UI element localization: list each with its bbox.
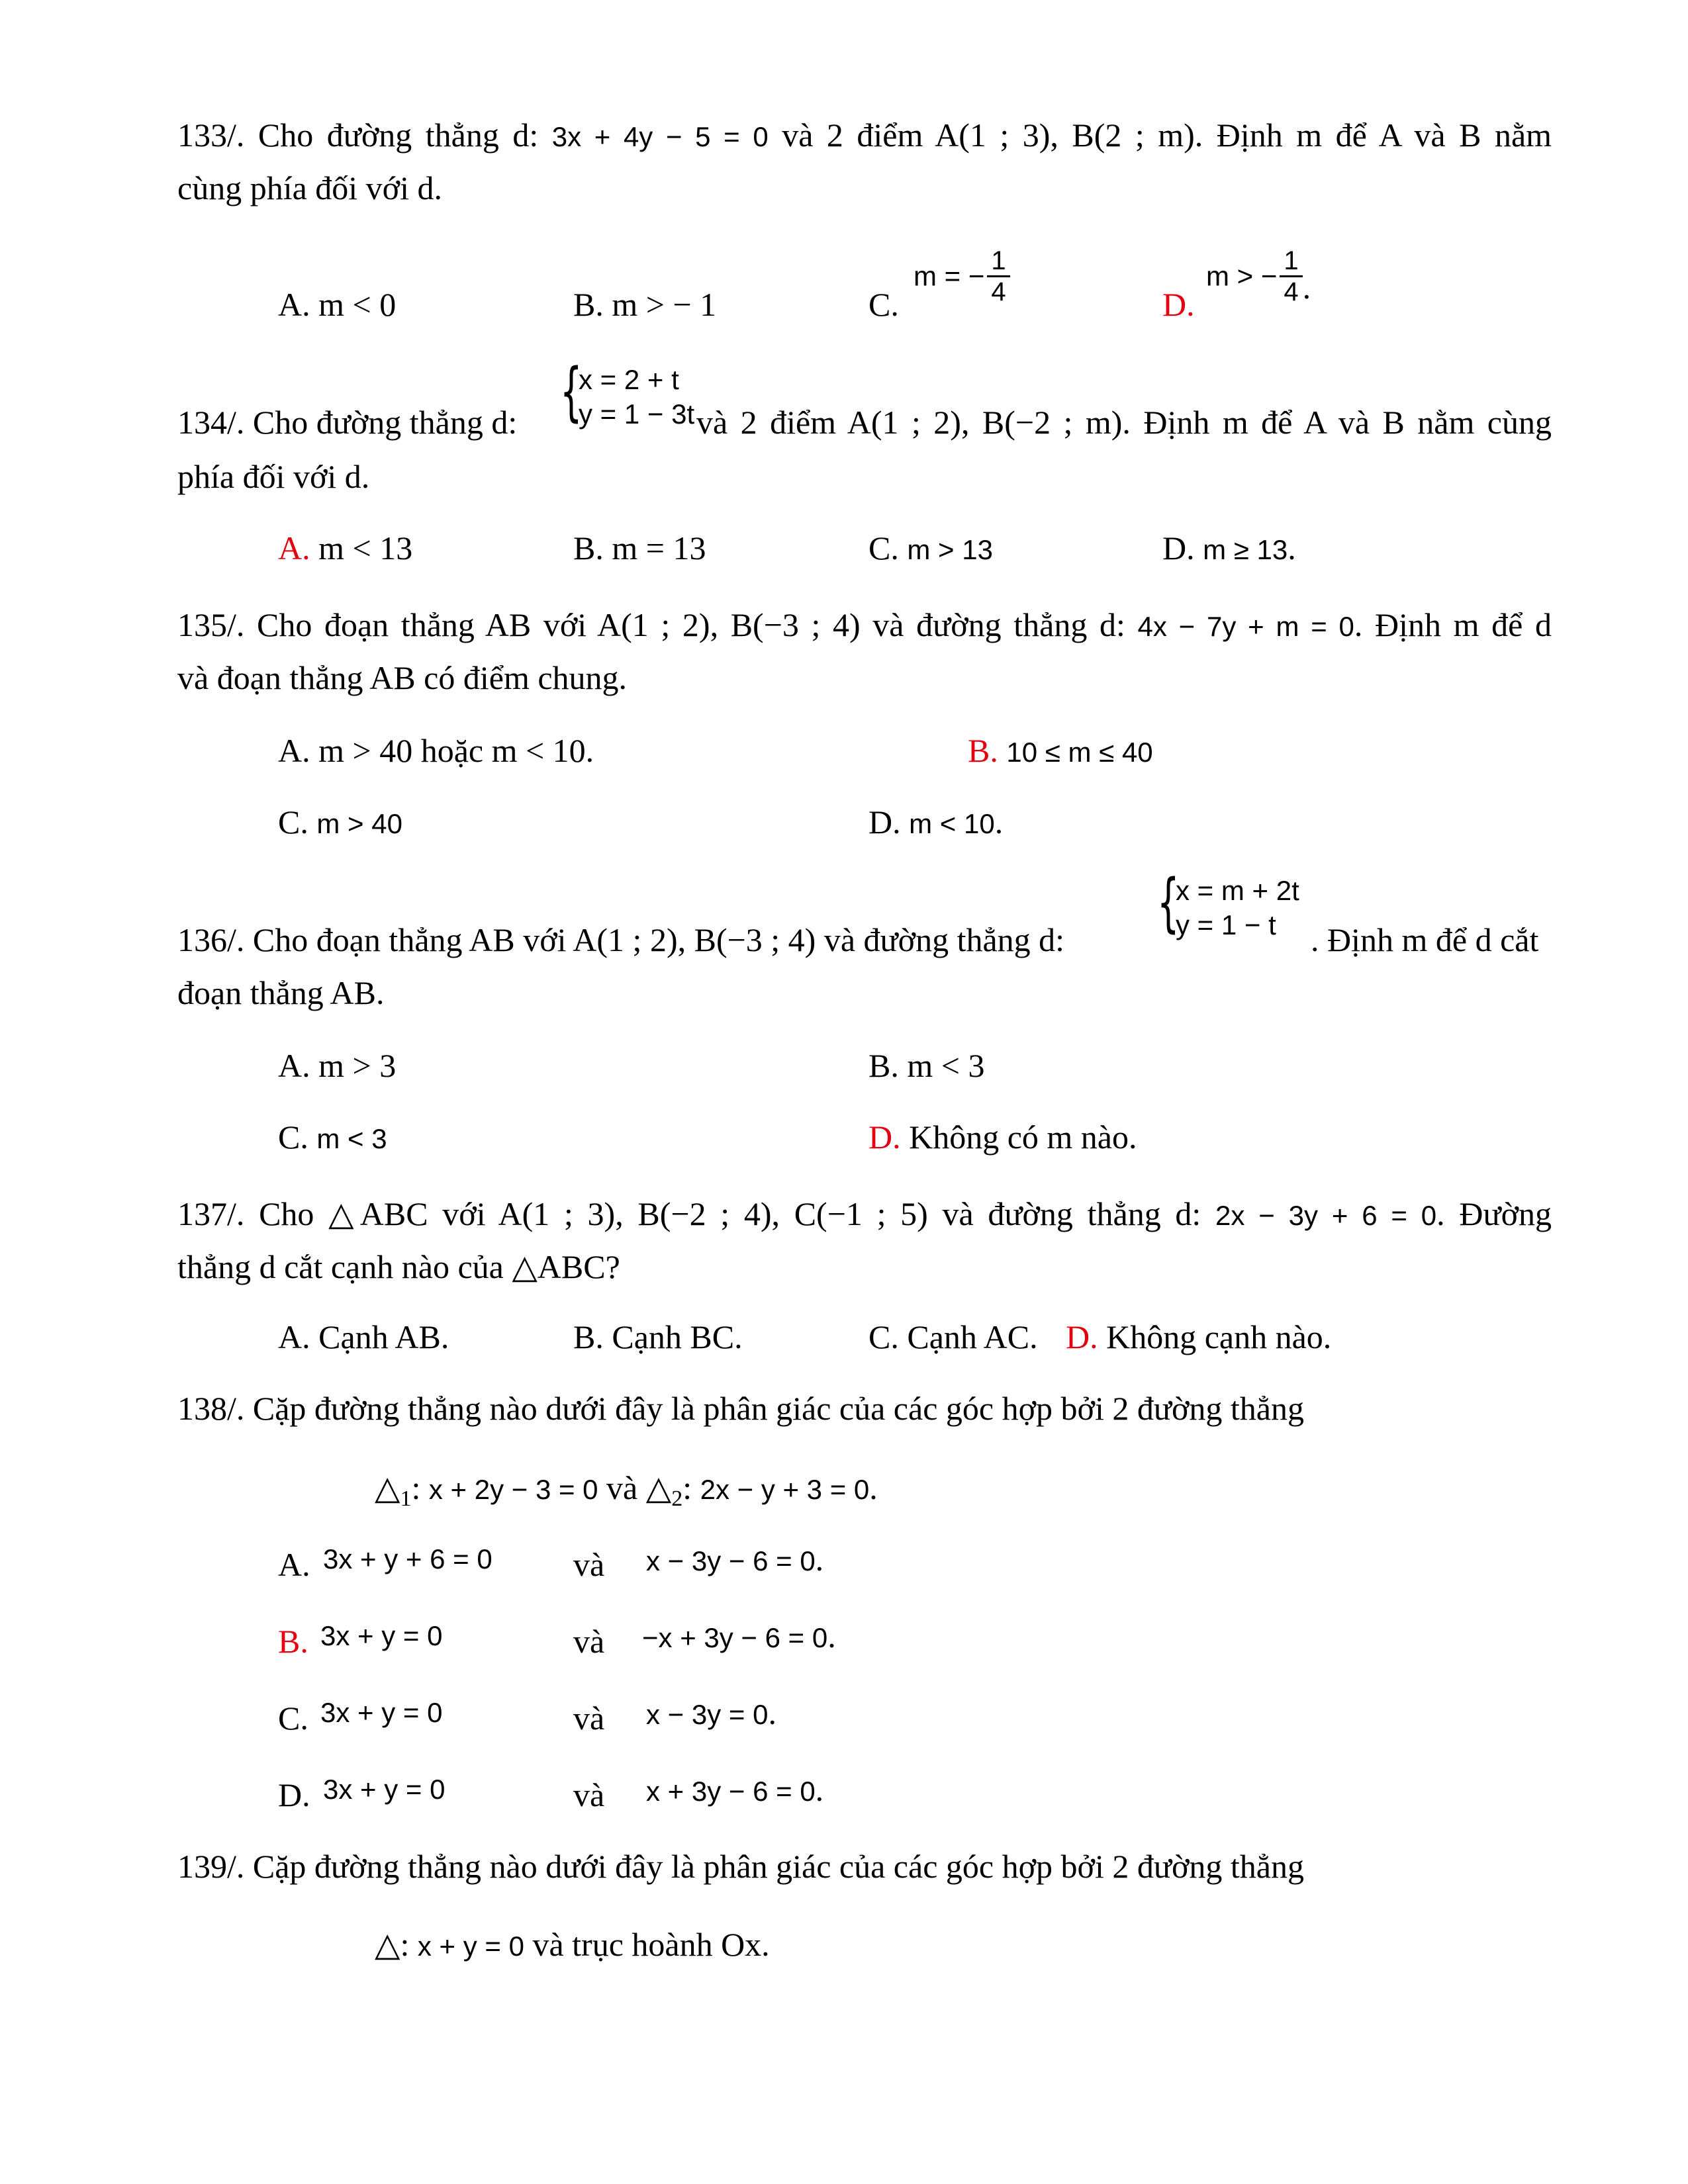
triangle-icon: △ <box>375 1469 400 1506</box>
q138-option-d: D. <box>278 1776 310 1813</box>
q136-option-a: A. m > 3 <box>278 1047 397 1084</box>
q138-option-d-va: và <box>573 1776 605 1813</box>
q134-system: x = 2 + t y = 1 − 3t <box>579 364 695 430</box>
q138-option-d-eq1: 3x + y = 0 <box>323 1774 445 1805</box>
q134-option-a: A. m < 13 <box>278 529 413 567</box>
q135-option-d: D. m < 10. <box>868 803 1004 841</box>
q137-option-a: A. Cạnh AB. <box>278 1318 449 1355</box>
q138-option-c: C. <box>278 1700 308 1737</box>
q133-c-fraction: $\frac{1}{4}$ <box>987 246 1009 306</box>
q134-option-b: B. m = 13 <box>573 529 706 567</box>
q138-option-c-va: và <box>573 1700 605 1737</box>
q138-option-a-eq1: 3x + y + 6 = 0 <box>323 1543 492 1574</box>
q134-option-d: D. m ≥ 13. <box>1162 529 1296 567</box>
q138-option-c-eq1: 3x + y = 0 <box>320 1697 443 1728</box>
q133-d-fraction: $\frac{1}{4}$ <box>1280 246 1302 306</box>
q137-line1: 137/. Cho △ABC với A(1 ; 3), B(−2 ; 4), C(−1 ; 5) và đường thẳng d: 2x − 3y + 6 = 0. Đường <box>177 1195 1552 1232</box>
q136-brace-icon: { <box>1157 866 1180 940</box>
q136-system: x = m + 2t y = 1 − t <box>1176 875 1299 940</box>
q135-line2: và đoạn thẳng AB có điểm chung. <box>177 659 628 696</box>
q135-option-a: A. m > 40 hoặc m < 10. <box>278 732 594 769</box>
q138-option-a: A. <box>278 1546 310 1583</box>
q138-option-c-eq2: x − 3y = 0. <box>646 1694 776 1731</box>
q137-option-c: C. Cạnh AC. <box>868 1318 1038 1355</box>
q138-line1: 138/. Cặp đường thẳng nào dưới đây là phân giác của các góc hợp bởi 2 đường thẳng <box>177 1390 1304 1427</box>
q138-option-b-eq1: 3x + y = 0 <box>320 1620 443 1651</box>
q138-option-b: B. <box>278 1623 308 1660</box>
q138-option-b-va: và <box>573 1623 605 1660</box>
q133-option-b: B. m > − 1 <box>573 286 717 323</box>
q134-line2: phía đối với d. <box>177 458 370 495</box>
q133-option-d-label: D. <box>1162 286 1195 323</box>
q138-option-d-eq2: x + 3y − 6 = 0. <box>646 1771 824 1808</box>
q134-option-c: C. m > 13 <box>868 529 993 567</box>
q133-option-a: A. m < 0 <box>278 286 397 323</box>
q136-option-c: C. m < 3 <box>278 1118 387 1156</box>
q137-option-d: D. Không cạnh nào. <box>1066 1318 1332 1355</box>
q138-option-a-va: và <box>573 1546 605 1583</box>
q133-line1: 133/. Cho đường thẳng d: 3x + 4y − 5 = 0 và 2 điểm A(1 ; 3), B(2 ; m). Định m để A và B nằm <box>177 116 1552 154</box>
q133-option-c: m = − $\frac{1}{4}$ <box>914 246 1010 306</box>
q134-brace-icon: { <box>560 355 583 429</box>
q139-line2: △: x + y = 0 và trục hoành Ox. <box>375 1926 770 1963</box>
q135-option-c: C. m > 40 <box>278 803 402 841</box>
q133-option-c-label: C. <box>868 286 899 323</box>
q138-option-b-eq2: −x + 3y − 6 = 0. <box>642 1617 836 1655</box>
q134-line1-pre: 134/. Cho đường thẳng d: <box>177 404 518 441</box>
q136-option-d: D. Không có m nào. <box>868 1118 1137 1156</box>
q138-lines: $\triangle_1$: x + 2y − 3 = 0 và $\triangle_2$: 2x − y + 3 = 0. <box>375 1469 878 1511</box>
q136-line1-pre: 136/. Cho đoạn thẳng AB với A(1 ; 2), B(−3 ; 4) và đường thẳng d: <box>177 921 1065 958</box>
q134-line1-post: và 2 điểm A(1 ; 2), B(−2 ; m). Định m để A và B nằm cùng <box>696 404 1552 441</box>
q136-line2: đoạn thẳng AB. <box>177 974 385 1011</box>
triangle-icon: △ <box>375 1926 400 1963</box>
triangle-icon: △ <box>645 1469 672 1506</box>
q135-line1: 135/. Cho đoạn thẳng AB với A(1 ; 2), B(−3 ; 4) và đường thẳng d: 4x − 7y + m = 0. Định m để d <box>177 606 1552 643</box>
q133-line2: cùng phía đối với d. <box>177 169 442 206</box>
q137-line2: thẳng d cắt cạnh nào của △ABC? <box>177 1248 620 1285</box>
q136-line1-post: . Định m để d cắt <box>1311 921 1539 958</box>
q138-option-a-eq2: x − 3y − 6 = 0. <box>646 1541 824 1578</box>
q133-option-d: m > − $\frac{1}{4}$ . <box>1206 246 1311 306</box>
q135-option-b: B. 10 ≤ m ≤ 40 <box>968 732 1153 769</box>
q137-option-b: B. Cạnh BC. <box>573 1318 743 1355</box>
q136-option-b: B. m < 3 <box>868 1047 985 1084</box>
q139-line1: 139/. Cặp đường thẳng nào dưới đây là phân giác của các góc hợp bởi 2 đường thẳng <box>177 1848 1304 1885</box>
